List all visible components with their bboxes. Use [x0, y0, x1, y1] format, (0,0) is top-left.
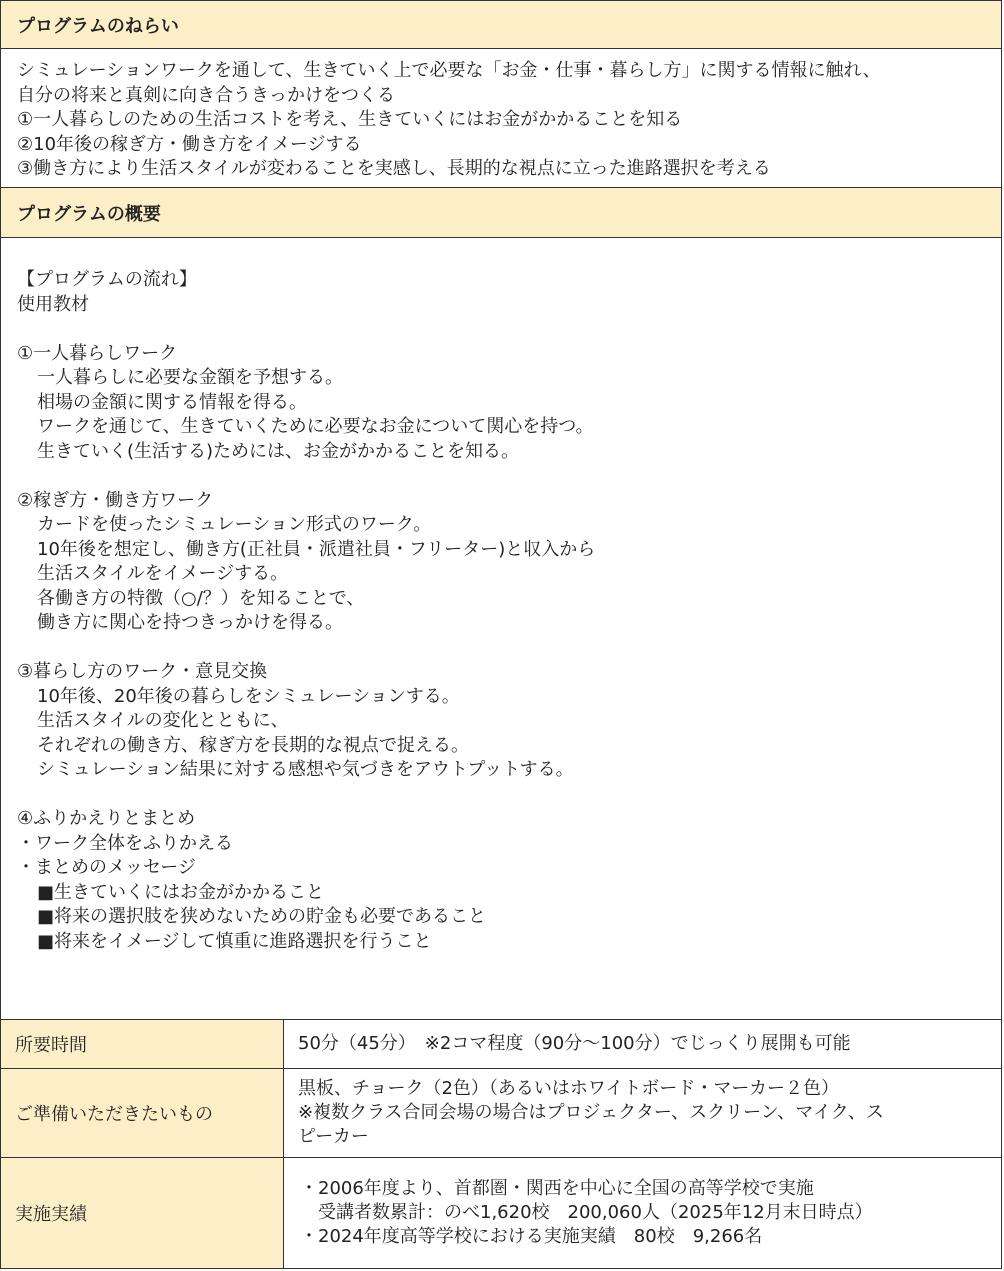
section-item: シミュレーション結果に対する感想や気づきをアウトプットする。 [37, 759, 574, 780]
info-label: 実施実績 [1, 1158, 284, 1268]
aims-header-label: プログラムのねらい [17, 15, 179, 37]
aims-line: ②10年後の稼ぎ方・働き方をイメージする [17, 133, 362, 155]
section-item: 働き方に関心を持つきっかけを得る。 [37, 612, 343, 633]
section-item: カードを使ったシミュレーション形式のワーク。 [37, 514, 432, 535]
section-item: ワークを通じて、生きていくために必要なお金について関心を持つ。 [37, 416, 594, 437]
info-value-line: ピーカー [298, 1126, 369, 1147]
summary-title: ④ふりかえりとまとめ [17, 808, 196, 829]
section-item: 10年後を想定し、働き方(正社員・派遣社員・フリーター)と収入から [37, 538, 596, 560]
info-value-line: 50分（45分） ※2コマ程度（90分～100分）でじっくり展開も可能 [298, 1033, 851, 1054]
info-value-line: 受講者数累計：のべ1,620校 200,060人（2025年12月末日時点） [300, 1201, 873, 1223]
info-row-duration [1, 1020, 1001, 1069]
summary-message: ■将来の選択肢を狭めないための貯金も必要であること [37, 906, 487, 927]
overview-header [1, 188, 1001, 238]
flow-title: 【プログラムの流れ】 [17, 269, 197, 290]
info-value [284, 1158, 1002, 1268]
info-value [284, 1069, 1002, 1158]
overview-header-label: プログラムの概要 [17, 203, 161, 225]
section-item: 生活スタイルの変化とともに、 [37, 710, 289, 731]
summary-bullet: ・まとめのメッセージ [17, 857, 196, 878]
section-title: ③暮らし方のワーク・意見交換 [17, 661, 268, 682]
section-item: 各働き方の特徴（○/？）を知ることで、 [37, 587, 365, 609]
section-item: 一人暮らしに必要な金額を予想する。 [37, 367, 343, 388]
aims-header [1, 1, 1001, 49]
info-value-line: ※複数クラス合同会場の場合はプロジェクター、スクリーン、マイク、ス [298, 1102, 884, 1123]
section-item: 生きていく(生活する)ためには、お金がかかることを知る。 [37, 440, 520, 462]
info-row-preparation [1, 1069, 1001, 1158]
section-item: 生活スタイルをイメージする。 [37, 563, 289, 584]
info-label: 所要時間 [1, 1020, 284, 1069]
aims-body [1, 49, 1001, 188]
summary-message: ■将来をイメージして慎重に進路選択を行うこと [37, 930, 432, 952]
summary-bullet: ・ワーク全体をふりかえる [17, 832, 233, 854]
section-item: 相場の金額に関する情報を得る。 [37, 391, 307, 413]
summary-message: ■生きていくにはお金がかかること [37, 881, 325, 903]
aims-line: 自分の将来と真剣に向き合うきっかけをつくる [17, 84, 395, 106]
section-item: それぞれの働き方、稼ぎ方を長期的な視点で捉える。 [37, 734, 469, 756]
aims-line: ③働き方により生活スタイルが変わることを実感し、長期的な視点に立った進路選択を考える [17, 158, 771, 179]
info-row-record [1, 1158, 1001, 1268]
aims-line: ①一人暮らしのための生活コストを考え、生きていくにはお金がかかることを知る [17, 109, 683, 130]
info-table [1, 1019, 1001, 1268]
info-value-line: ・2024年度高等学校における実施実績 80校 9,266名 [300, 1225, 763, 1247]
section-title: ②稼ぎ方・働き方ワーク [17, 489, 214, 511]
info-value [284, 1020, 1002, 1069]
overview-body [1, 238, 1001, 1019]
info-label: ご準備いただきたいもの [1, 1069, 284, 1158]
aims-line: シミュレーションワークを通して、生きていく上で必要な「お金・仕事・暮らし方」に関する情報に触れ、 [17, 60, 881, 81]
info-value-line: 黒板、チョーク（2色）（あるいはホワイトボード・マーカー２色） [298, 1078, 840, 1099]
materials-label: 使用教材 [17, 293, 89, 315]
section-item: 10年後、20年後の暮らしをシミュレーションする。 [37, 685, 460, 707]
section-title: ①一人暮らしワーク [17, 342, 178, 364]
info-value-line: ・2006年度より、首都圏・関西を中心に全国の高等学校で実施 [300, 1177, 814, 1199]
